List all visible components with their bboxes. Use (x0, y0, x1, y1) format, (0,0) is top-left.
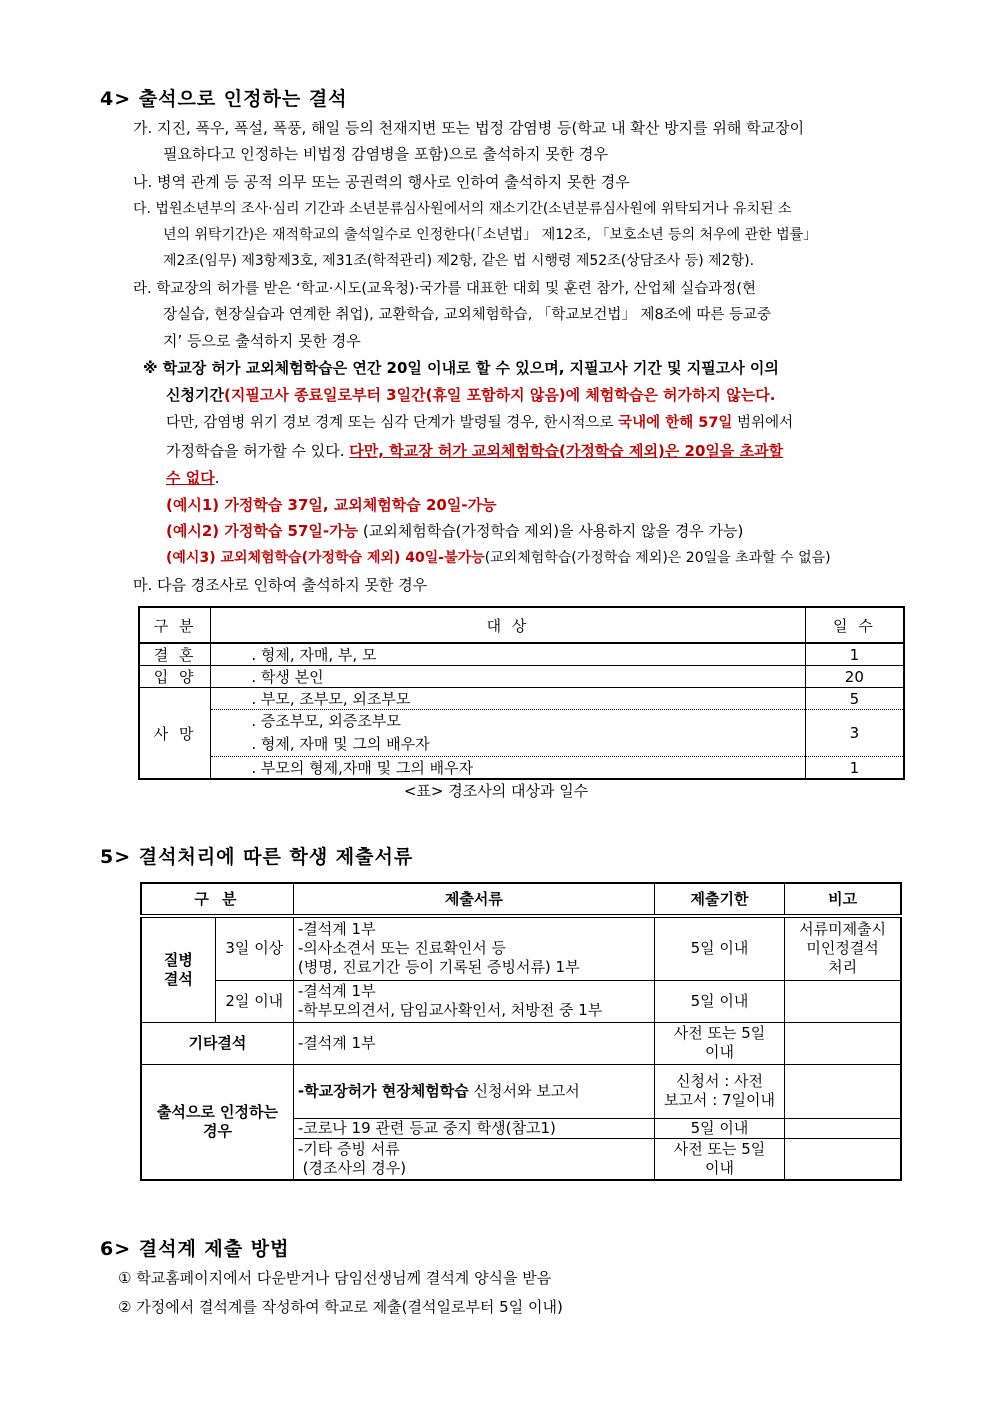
row-category: 사 망 (139, 688, 211, 780)
step-1: ① 학교홈페이지에서 다운받거나 담임선생님께 결석계 양식을 받음 (118, 1269, 552, 1287)
deadline-line: 이내 (705, 1158, 734, 1177)
attendance-recognized-cell (141, 1064, 293, 1180)
row-target-a: . 증조부모, 외증조부모 (251, 712, 401, 730)
header-days: 일 수 (805, 607, 904, 643)
item-na: 나. 병역 관계 등 공적 의무 또는 공권력의 행사로 인하여 출석하지 못한 경우 (133, 173, 630, 191)
example-2 (166, 521, 743, 541)
example-2-rest: (교외체험학습(가정학습 제외)을 사용하지 않을 경우 가능) (358, 522, 744, 540)
item-ra-line1: 라. 학교장의 허가를 받은 ‘학교·시도(교육청)·국가를 대표한 대회 및 훈련 참가, 산업체 실습과정(현 (133, 281, 756, 297)
table-header-row (141, 883, 901, 916)
note-line: 서류미제출시 (799, 920, 887, 939)
deadline-line: 사전 또는 5일 (673, 1139, 766, 1158)
note-line4-a: 가정학습을 허가할 수 있다. (166, 442, 350, 460)
deadline-line: 보고서 : 7일이내 (663, 1091, 776, 1109)
doc-line: -결석계 1부 (297, 982, 376, 1000)
row-target-multi (211, 710, 805, 757)
row-deadline: 5일 이내 (654, 980, 784, 1022)
row-target: . 부모의 형제,자매 및 그의 배우자 (211, 757, 805, 780)
family-event-table (138, 606, 905, 780)
example-3-red: (예시3) 교외체험학습(가정학습 제외) 40일-불가능 (166, 550, 485, 566)
note-line4 (166, 441, 783, 461)
row-sub: 3일 이상 (215, 916, 293, 980)
note-line: 처리 (828, 958, 858, 977)
example-3-rest: (교외체험학습(가정학습 제외)은 20일을 초과할 수 없음) (484, 550, 831, 566)
item-da-line1: 다. 법원소년부의 조사·심리 기간과 소년분류심사원에서의 재소기간(소년분류심사원에 위탁되거나 유치된 소 (133, 201, 792, 217)
note-line2 (166, 385, 775, 405)
note-line5-dot: . (214, 469, 220, 487)
table-row (139, 688, 904, 710)
row-deadline: 5일 이내 (654, 1118, 784, 1138)
header-target: 대 상 (211, 607, 805, 643)
row-note (785, 1064, 901, 1118)
header-note: 비고 (785, 883, 901, 916)
table-header-row (139, 607, 904, 643)
step-2: ② 가정에서 결석계를 작성하여 학교로 제출(결석일로부터 5일 이내) (118, 1298, 563, 1316)
deadline-line: 이내 (705, 1043, 734, 1061)
note-line3-a: 다만, 감염병 위기 경보 경계 또는 심각 단계가 발령될 경우, 한시적으로 (166, 415, 619, 431)
example-3 (166, 548, 831, 568)
table-row (139, 643, 904, 666)
row-docs (293, 1064, 654, 1118)
row-deadline (654, 1022, 784, 1064)
note-line5-red: 수 없다 (166, 469, 215, 487)
row-note (785, 1022, 901, 1064)
note-line2-head: 신청기간 (166, 386, 224, 404)
note-line3-red: 국내에 한해 57일 (618, 415, 733, 431)
row-deadline (654, 1064, 784, 1118)
header-deadline: 제출기한 (654, 883, 784, 916)
item-da-line2: 년의 위탁기간)은 재적학교의 출석일수로 인정한다(「소년법」 제12조, 「보호소년 등의 처우에 관한 법률」 (163, 227, 818, 243)
note-line2-red: (지필고사 종료일로부터 3일간(휴일 포함하지 않음)에 체험학습은 허가하지 않는다. (223, 386, 776, 404)
note-line: 미인정결석 (806, 939, 879, 958)
row-category: 입 양 (139, 666, 211, 688)
row-note (785, 980, 901, 1022)
illness-absence-cell: 질병 결석 (141, 916, 215, 1022)
section-4-title: 4> 출석으로 인정하는 결석 (100, 88, 348, 110)
deadline-line: 사전 또는 5일 (673, 1024, 766, 1042)
item-da-line3: 제2조(임무) 제3항제3호, 제31조(학적관리) 제2항, 같은 법 시행령 제52조(상담조사 등) 제2항). (163, 253, 755, 269)
doc-line: (경조사의 경우) (297, 1158, 407, 1177)
item-ga-line1: 가. 지진, 폭우, 폭설, 폭풍, 해일 등의 천재지변 또는 법정 감염병 등(학교 내 확산 방지를 위해 학교장이 (133, 119, 805, 137)
table-row (141, 916, 901, 980)
section-6-title: 6> 결석계 제출 방법 (100, 1238, 290, 1260)
row-note (785, 1138, 901, 1180)
table-row (139, 757, 904, 780)
row-days: 5 (805, 688, 904, 710)
attend-line: 출석으로 인정하는 (156, 1102, 279, 1121)
row-target: . 부모, 조부모, 외조부모 (211, 688, 805, 710)
table-row (139, 710, 904, 757)
row-days: 1 (805, 643, 904, 666)
row-docs: -결석계 1부 (293, 1022, 654, 1064)
item-ra-line3: 지’ 등으로 출석하지 못한 경우 (163, 332, 361, 350)
example-1: (예시1) 가정학습 37일, 교외체험학습 20일-가능 (166, 496, 497, 514)
table-row (141, 980, 901, 1022)
row-docs (293, 1138, 654, 1180)
row-target: . 형제, 자매, 부, 모 (211, 643, 805, 666)
row-target-b: . 형제, 자매 및 그의 배우자 (251, 735, 430, 753)
table-row (139, 666, 904, 688)
row-sub: 2일 이내 (215, 980, 293, 1022)
table-row (141, 1064, 901, 1118)
row-days: 20 (805, 666, 904, 688)
example-2-red: (예시2) 가정학습 57일-가능 (166, 522, 359, 540)
doc-line: -학부모의견서, 담임교사확인서, 처방전 중 1부 (297, 1001, 603, 1019)
note-line3 (166, 413, 793, 433)
note-line3-c: 범위에서 (732, 415, 794, 431)
documents-table (140, 882, 902, 1181)
doc-line: -결석계 1부 (297, 920, 376, 939)
note-line5 (166, 468, 219, 488)
doc-line: -기타 증빙 서류 (297, 1139, 400, 1158)
row-note (785, 916, 901, 980)
row-docs: -코로나 19 관련 등교 중지 학생(참고1) (293, 1118, 654, 1138)
doc-line: (병명, 진료기간 등이 기록된 증빙서류) 1부 (297, 958, 580, 977)
other-absence-cell: 기타결석 (141, 1022, 293, 1064)
section-5-title: 5> 결석처리에 따른 학생 제출서류 (100, 846, 414, 868)
header-docs: 제출서류 (293, 883, 654, 916)
row-target: . 학생 본인 (211, 666, 805, 688)
item-ga-line2: 필요하다고 인정하는 비법정 감염병을 포함)으로 출석하지 못한 경우 (163, 145, 608, 163)
doc-line: -의사소견서 또는 진료확인서 등 (297, 939, 506, 958)
row-days: 1 (805, 757, 904, 780)
doc-bold: -학교장허가 현장체험학습 (297, 1081, 469, 1100)
item-ma: 마. 다음 경조사로 인하여 출석하지 못한 경우 (133, 576, 428, 594)
row-days: 3 (805, 710, 904, 757)
table-caption: <표> 경조사의 대상과 일수 (403, 782, 589, 800)
note-line4-red: 다만, 학교장 허가 교외체험학습(가정학습 제외)은 20일을 초과할 (349, 442, 784, 460)
deadline-line: 신청서 : 사전 (675, 1072, 764, 1090)
item-ra-line2: 장실습, 현장실습과 연계한 취업), 교환학습, 교외체험학습, 「학교보건법」 제8조에 따른 등교중 (163, 307, 772, 323)
doc-rest: 신청서와 보고서 (468, 1081, 580, 1100)
header-category: 구 분 (141, 883, 293, 916)
row-category: 결 혼 (139, 643, 211, 666)
row-deadline (654, 1138, 784, 1180)
attend-line: 경우 (202, 1121, 232, 1140)
note-line1: ※ 학교장 허가 교외체험학습은 연간 20일 이내로 할 수 있으며, 지필고사 기간 및 지필고사 이의 (143, 359, 779, 377)
row-docs (293, 980, 654, 1022)
table-row (141, 1022, 901, 1064)
row-docs (293, 916, 654, 980)
row-note (785, 1118, 901, 1138)
header-category: 구 분 (139, 607, 211, 643)
row-deadline: 5일 이내 (654, 916, 784, 980)
